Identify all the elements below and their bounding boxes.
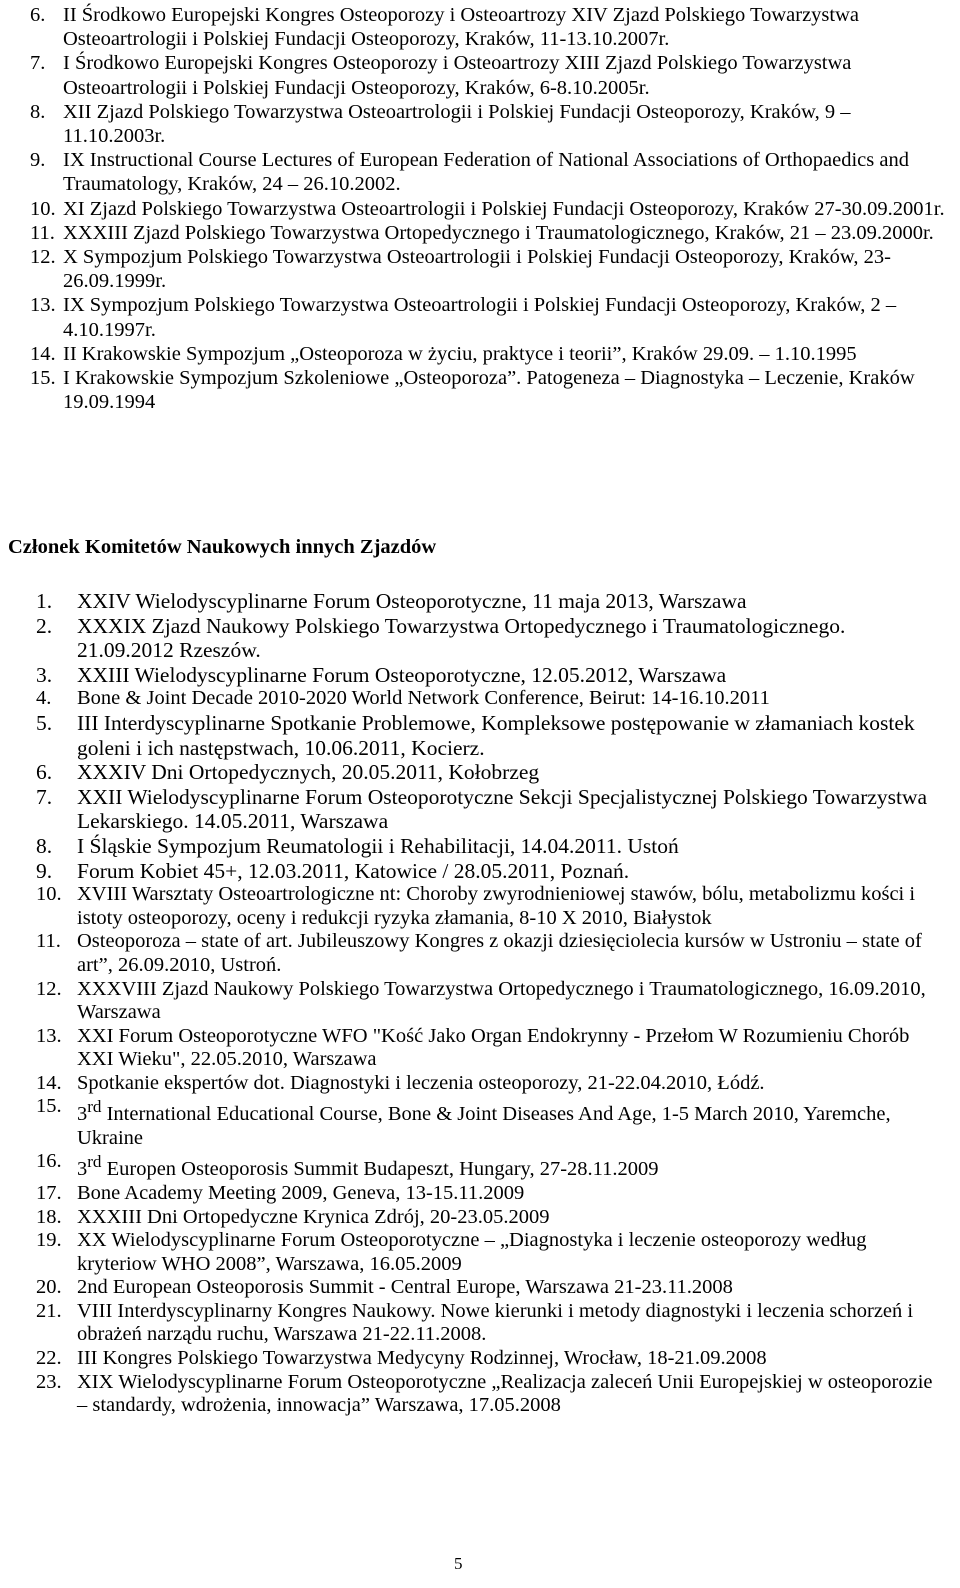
item-number: 8. bbox=[36, 833, 53, 858]
item-number: 11. bbox=[36, 930, 61, 953]
item-number: 14. bbox=[36, 1071, 62, 1094]
list-item bbox=[0, 1150, 950, 1181]
item-text: III Interdyscyplinarne Spotkanie Problemowe, Kompleksowe postępowanie w złamaniach kostek goleni i ich następstwach, 10.06.2011, Kocierz. bbox=[77, 710, 915, 760]
item-text: Forum Kobiet 45+, 12.03.2011, Katowice / 28.05.2011, Poznań. bbox=[77, 858, 630, 883]
ordinal-suffix: rd bbox=[87, 1152, 102, 1172]
item-text: 2nd European Osteoporosis Summit - Central Europe, Warszawa 21-23.11.2008 bbox=[77, 1276, 733, 1299]
item-text: XXXIII Dni Ortopedyczne Krynica Zdrój, 20-23.05.2009 bbox=[77, 1205, 550, 1228]
item-number: 13. bbox=[36, 1024, 62, 1047]
item-number: 7. bbox=[30, 52, 46, 75]
item-number: 18. bbox=[36, 1205, 62, 1228]
item-text: XI Zjazd Polskiego Towarzystwa Osteoartrologii i Polskiej Fundacji Osteoporozy, Kraków 27-30.09.2001r. bbox=[63, 197, 945, 220]
list-item bbox=[0, 614, 950, 663]
item-number: 12. bbox=[36, 977, 62, 1000]
list-item bbox=[0, 1025, 950, 1072]
item-text bbox=[77, 1095, 950, 1150]
item-text: XXXVIII Zjazd Naukowy Polskiego Towarzystwa Ortopedycznego i Traumatologicznego, 16.09.2010, Warszawa bbox=[77, 977, 926, 1024]
list-item bbox=[0, 687, 950, 711]
item-text: Bone Academy Meeting 2009, Geneva, 13-15.11.2009 bbox=[77, 1181, 525, 1204]
item-number: 13. bbox=[30, 294, 56, 317]
list-item bbox=[0, 1095, 950, 1150]
list-item bbox=[0, 711, 950, 760]
item-text: I Śląskie Sympozjum Reumatologii i Rehabilitacji, 14.04.2011. Ustoń bbox=[77, 833, 679, 858]
item-text: Bone & Joint Decade 2010-2020 World Network Conference, Beirut: 14-16.10.2011 bbox=[77, 687, 770, 710]
item-text: X Sympozjum Polskiego Towarzystwa Osteoartrologii i Polskiej Fundacji Osteoporozy, Kraków, 23- 26.09.1999r. bbox=[63, 246, 891, 293]
item-number: 9. bbox=[30, 149, 46, 172]
item-number: 23. bbox=[36, 1370, 62, 1393]
item-text: VIII Interdyscyplinarny Kongres Naukowy. Nowe kierunki i metody diagnostyki i leczenia schorzeń i obrażeń narządu ruchu, Warszawa 21-22.11.2008. bbox=[77, 1299, 914, 1346]
list-item bbox=[0, 1072, 950, 1096]
item-text: Osteoporoza – state of art. Jubileuszowy Kongres z okazji dziesięciolecia kursów w Ustroniu – state of art”, 26.09.2010, Ustroń. bbox=[77, 930, 922, 976]
list-item bbox=[0, 197, 950, 221]
item-number: 4. bbox=[36, 687, 52, 710]
list-item bbox=[0, 785, 950, 834]
list-item bbox=[0, 342, 950, 366]
list-item bbox=[0, 760, 950, 785]
item-number: 3. bbox=[36, 662, 53, 687]
item-text: XIX Wielodyscyplinarne Forum Osteoporotyczne „Realizacja zaleceń Unii Europejskiej w osteoporozie – standardy, wdrożenia, innowacja” Warszawa, 17.05.2008 bbox=[77, 1370, 933, 1417]
ordinal-suffix: rd bbox=[87, 1097, 102, 1117]
list-item bbox=[0, 1371, 950, 1418]
item-number: 9. bbox=[36, 858, 53, 883]
item-text-rest: International Educational Course, Bone & Joint Diseases And Age, 1-5 March 2010, Yaremche, Ukraine bbox=[77, 1103, 891, 1149]
list-item bbox=[0, 1347, 950, 1371]
item-number: 8. bbox=[30, 100, 46, 123]
list-item bbox=[0, 148, 950, 196]
item-number: 5. bbox=[36, 710, 53, 735]
list-item bbox=[0, 1229, 950, 1276]
item-text: XXIII Wielodyscyplinarne Forum Osteoporotyczne, 12.05.2012, Warszawa bbox=[77, 662, 727, 687]
list-item bbox=[0, 978, 950, 1025]
list-item bbox=[0, 3, 950, 51]
item-text: XXXIX Zjazd Naukowy Polskiego Towarzystwa Ortopedycznego i Traumatologicznego. 21.09.2012 Rzeszów. bbox=[77, 613, 846, 663]
list-item bbox=[0, 589, 950, 614]
item-number: 20. bbox=[36, 1276, 62, 1299]
conference-list-organizing bbox=[0, 3, 950, 414]
list-item bbox=[0, 663, 950, 688]
conference-list-committees bbox=[0, 589, 950, 1418]
ordinal-number: 3 bbox=[77, 1158, 88, 1181]
list-item bbox=[0, 51, 950, 99]
list-item bbox=[0, 1182, 950, 1206]
item-text: II Środkowo Europejski Kongres Osteoporozy i Osteoartrozy XIV Zjazd Polskiego Towarzystwa Osteoartrologii i Polskiej Fundacji Osteoporozy, Kraków, 11-13.10.2007r. bbox=[63, 4, 860, 51]
item-number: 19. bbox=[36, 1229, 62, 1252]
list-item bbox=[0, 1300, 950, 1347]
list-item bbox=[0, 1276, 950, 1300]
item-text: I Krakowskie Sympozjum Szkoleniowe „Osteoporoza”. Patogeneza – Diagnostyka – Leczenie, Kraków 19.09.1994 bbox=[63, 367, 915, 414]
item-text: XXXIII Zjazd Polskiego Towarzystwa Ortopedycznego i Traumatologicznego, Kraków, 21 – 23.09.2000r. bbox=[63, 221, 934, 244]
item-text: XVIII Warsztaty Osteoartrologiczne nt: Choroby zwyrodnieniowej stawów, bólu, metabolizmu kości i istoty osteoporozy, oceny i redukcji ryzyka złamania, 8-10 X 2010, Białystok bbox=[77, 883, 916, 929]
list-item bbox=[0, 859, 950, 884]
list-item bbox=[0, 930, 950, 977]
item-number: 2. bbox=[36, 613, 53, 638]
item-number: 7. bbox=[36, 784, 53, 809]
item-number: 1. bbox=[36, 589, 53, 613]
list-item bbox=[0, 245, 950, 293]
item-text: XXII Wielodyscyplinarne Forum Osteoporotyczne Sekcji Specjalistycznej Polskiego Towarzystwa Lekarskiego. 14.05.2011, Warszawa bbox=[77, 784, 928, 834]
list-item bbox=[0, 1206, 950, 1230]
item-number: 14. bbox=[30, 342, 56, 365]
list-item bbox=[0, 366, 950, 414]
list-item bbox=[0, 883, 950, 930]
item-number: 12. bbox=[30, 246, 56, 269]
item-number: 22. bbox=[36, 1347, 62, 1370]
item-text: IX Sympozjum Polskiego Towarzystwa Osteoartrologii i Polskiej Fundacji Osteoporozy, Kraków, 2 – 4.10.1997r. bbox=[63, 294, 897, 341]
item-number: 10. bbox=[36, 883, 62, 906]
item-text: IX Instructional Course Lectures of European Federation of National Associations of Orthopaedics and Traumatology, Kraków, 24 – 26.10.2002. bbox=[63, 149, 909, 196]
item-number: 21. bbox=[36, 1299, 62, 1322]
item-text: XII Zjazd Polskiego Towarzystwa Osteoartrologii i Polskiej Fundacji Osteoporozy, Kraków, 9 – 11.10.2003r. bbox=[63, 100, 851, 148]
item-text: XXXIV Dni Ortopedycznych, 20.05.2011, Kołobrzeg bbox=[77, 760, 540, 785]
item-text-rest: Europen Osteoporosis Summit Budapeszt, Hungary, 27-28.11.2009 bbox=[101, 1158, 659, 1181]
item-text: I Środkowo Europejski Kongres Osteoporozy i Osteoartrozy XIII Zjazd Polskiego Towarzystwa Osteoartrologii i Polskiej Fundacji Osteoporozy, Kraków, 6-8.10.2005r. bbox=[63, 52, 852, 99]
item-number: 11. bbox=[30, 221, 55, 244]
list-item bbox=[0, 834, 950, 859]
item-text: III Kongres Polskiego Towarzystwa Medycyny Rodzinnej, Wrocław, 18-21.09.2008 bbox=[77, 1347, 767, 1370]
item-text: XX Wielodyscyplinarne Forum Osteoporotyczne – „Diagnostyka i leczenie osteoporozy według kryteriow WHO 2008”, Warszawa, 16.05.2009 bbox=[77, 1229, 867, 1275]
list-item bbox=[0, 221, 950, 245]
section-heading: Członek Komitetów Naukowych innych Zjazdów bbox=[8, 536, 437, 558]
item-number: 17. bbox=[36, 1181, 62, 1204]
item-text: XXI Forum Osteoporotyczne WFO "Kość Jako Organ Endokrynny - Przełom W Rozumieniu Chorób XXI Wieku", 22.05.2010, Warszawa bbox=[77, 1024, 910, 1071]
item-number: 6. bbox=[30, 4, 46, 26]
item-number: 15. bbox=[36, 1095, 62, 1118]
list-item bbox=[0, 100, 950, 148]
item-number: 15. bbox=[30, 367, 56, 390]
item-text: Spotkanie ekspertów dot. Diagnostyki i leczenia osteoporozy, 21-22.04.2010, Łódź. bbox=[77, 1071, 765, 1094]
item-text bbox=[77, 1150, 950, 1181]
item-text: XXIV Wielodyscyplinarne Forum Osteoporotyczne, 11 maja 2013, Warszawa bbox=[77, 589, 747, 613]
item-number: 10. bbox=[30, 197, 56, 220]
item-number: 16. bbox=[36, 1150, 62, 1173]
item-text: II Krakowskie Sympozjum „Osteoporoza w życiu, praktyce i teorii”, Kraków 29.09. – 1.10.1995 bbox=[63, 342, 857, 365]
list-item bbox=[0, 293, 950, 341]
ordinal-number: 3 bbox=[77, 1103, 88, 1126]
page-number: 5 bbox=[454, 1554, 463, 1573]
item-number: 6. bbox=[36, 760, 53, 785]
